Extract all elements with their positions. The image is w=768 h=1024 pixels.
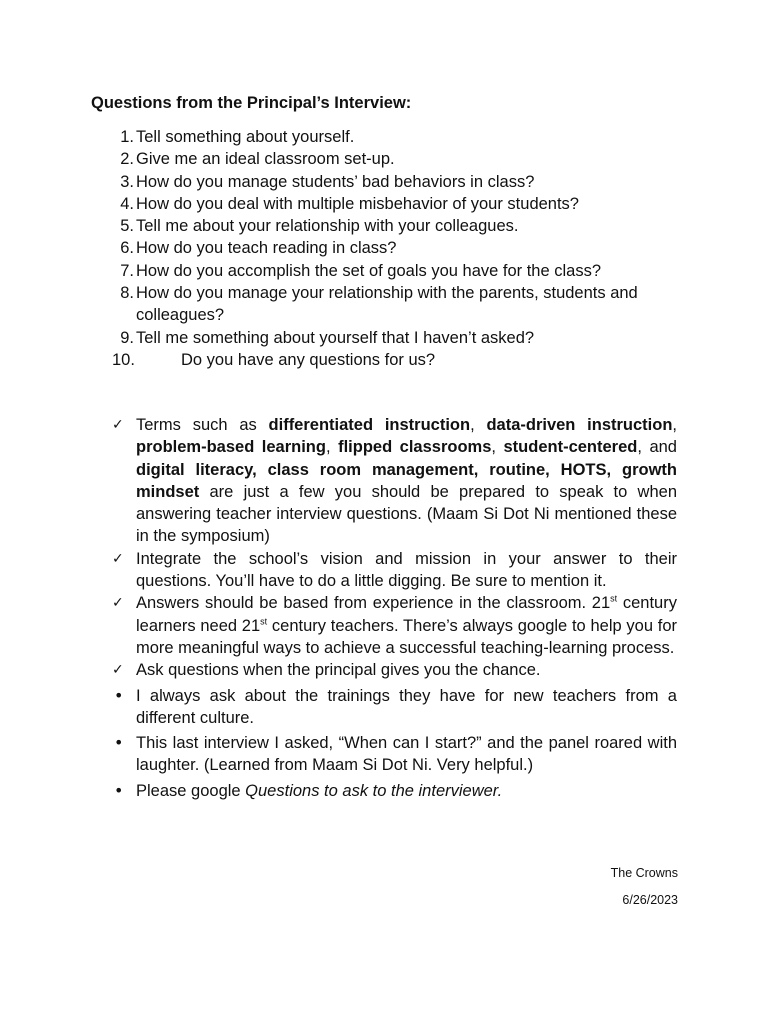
question-number: 10. bbox=[112, 350, 135, 369]
question-item bbox=[112, 282, 692, 327]
superscript: st bbox=[260, 616, 268, 627]
question-number: 6. bbox=[120, 239, 134, 258]
tip-text: , bbox=[672, 416, 678, 434]
tip-text: , bbox=[470, 416, 487, 434]
tip-text: , bbox=[491, 438, 504, 457]
question-item bbox=[112, 349, 692, 371]
tip-text: Answers should be based from experience in the classroom. 21 bbox=[136, 594, 611, 613]
page-title: Questions from the Principal’s Interview: bbox=[91, 94, 412, 112]
question-number: 7. bbox=[120, 261, 134, 280]
tip-item-google bbox=[112, 780, 677, 802]
question-number: 8. bbox=[120, 284, 134, 303]
tip-text: Please google bbox=[136, 781, 246, 800]
question-text: How do you deal with multiple misbehavior of your students? bbox=[136, 194, 579, 213]
question-text: Tell me about your relationship with your colleagues. bbox=[136, 217, 519, 236]
question-text: How do you manage students’ bad behaviors in class? bbox=[136, 172, 535, 191]
tip-item-terms bbox=[112, 414, 677, 548]
tip-text: Ask questions when the principal gives you the chance. bbox=[136, 661, 541, 680]
tip-text: Integrate the school’s vision and mission in your answer to their questions. You’ll have to do a little digging. Be sure to mention it. bbox=[136, 549, 677, 591]
term-flipped-classrooms: flipped classrooms bbox=[338, 438, 492, 457]
tip-item-vision-mission bbox=[112, 548, 677, 593]
question-item bbox=[112, 215, 692, 237]
question-number: 5. bbox=[120, 217, 134, 236]
question-text: Tell me something about yourself that I haven’t asked? bbox=[136, 328, 535, 347]
question-text: Give me an ideal classroom set-up. bbox=[136, 150, 395, 169]
signature-name: The Crowns bbox=[610, 866, 678, 880]
question-item bbox=[112, 148, 692, 170]
bullet-icon: • bbox=[114, 733, 124, 753]
tip-text: are just a few you should be prepared to speak to when answering teacher interview questions. (Maam Si Dot Ni mentioned these in the symposium) bbox=[136, 482, 677, 546]
bullet-icon: • bbox=[114, 780, 124, 800]
italic-phrase: Questions to ask to the interviewer. bbox=[245, 781, 503, 800]
term-differentiated-instruction: differentiated instruction bbox=[268, 416, 471, 434]
check-mark-icon: ✓ bbox=[112, 550, 124, 567]
term-data-driven-instruction: data-driven instruction bbox=[486, 416, 673, 434]
check-mark-icon: ✓ bbox=[112, 595, 124, 612]
tip-text: I always ask about the trainings they have for new teachers from a different culture. bbox=[136, 686, 677, 727]
question-item bbox=[112, 126, 692, 148]
tip-text: century learners need 21 bbox=[136, 594, 677, 635]
question-item bbox=[112, 171, 692, 193]
term-student-centered: student-centered bbox=[503, 438, 638, 457]
tip-text: , and bbox=[637, 438, 677, 457]
question-text: Tell something about yourself. bbox=[136, 128, 355, 146]
tip-text: , bbox=[325, 438, 339, 457]
check-mark-icon: ✓ bbox=[112, 417, 124, 433]
tip-item-last-interview bbox=[112, 732, 677, 777]
tip-text: century teachers. There’s always google to help you for more meaningful ways to achieve a successful teaching-learning process. bbox=[136, 616, 677, 657]
tip-item-experience bbox=[112, 592, 677, 659]
tip-item-trainings bbox=[112, 685, 677, 730]
question-number: 9. bbox=[120, 328, 134, 347]
question-number: 1. bbox=[120, 128, 134, 146]
check-mark-icon: ✓ bbox=[112, 662, 124, 679]
tips-list bbox=[112, 414, 677, 802]
tip-item-ask-questions bbox=[112, 659, 677, 681]
term-digital-literacy-group: digital literacy, class room management, routine, HOTS, growth mindset bbox=[136, 460, 677, 501]
question-text: How do you accomplish the set of goals you have for the class? bbox=[136, 261, 602, 280]
question-item bbox=[112, 193, 692, 215]
question-number: 4. bbox=[120, 194, 134, 213]
question-item bbox=[112, 260, 692, 282]
questions-list bbox=[112, 126, 692, 371]
question-text: Do you have any questions for us? bbox=[181, 350, 436, 369]
signature-date: 6/26/2023 bbox=[622, 893, 678, 907]
question-item bbox=[112, 237, 692, 259]
superscript: st bbox=[610, 593, 618, 604]
term-problem-based-learning: problem-based learning bbox=[136, 438, 326, 457]
tip-text: Terms such as bbox=[136, 416, 269, 434]
question-number: 2. bbox=[120, 150, 134, 169]
tip-text: This last interview I asked, “When can I start?” and the panel roared with laughter. (Learned from Maam Si Dot Ni. Very helpful.) bbox=[136, 734, 677, 775]
question-text: How do you manage your relationship with the parents, students and colleagues? bbox=[136, 284, 638, 325]
bullet-icon: • bbox=[114, 685, 124, 705]
question-text: How do you teach reading in class? bbox=[136, 239, 397, 258]
question-item bbox=[112, 327, 692, 349]
question-number: 3. bbox=[120, 172, 134, 191]
